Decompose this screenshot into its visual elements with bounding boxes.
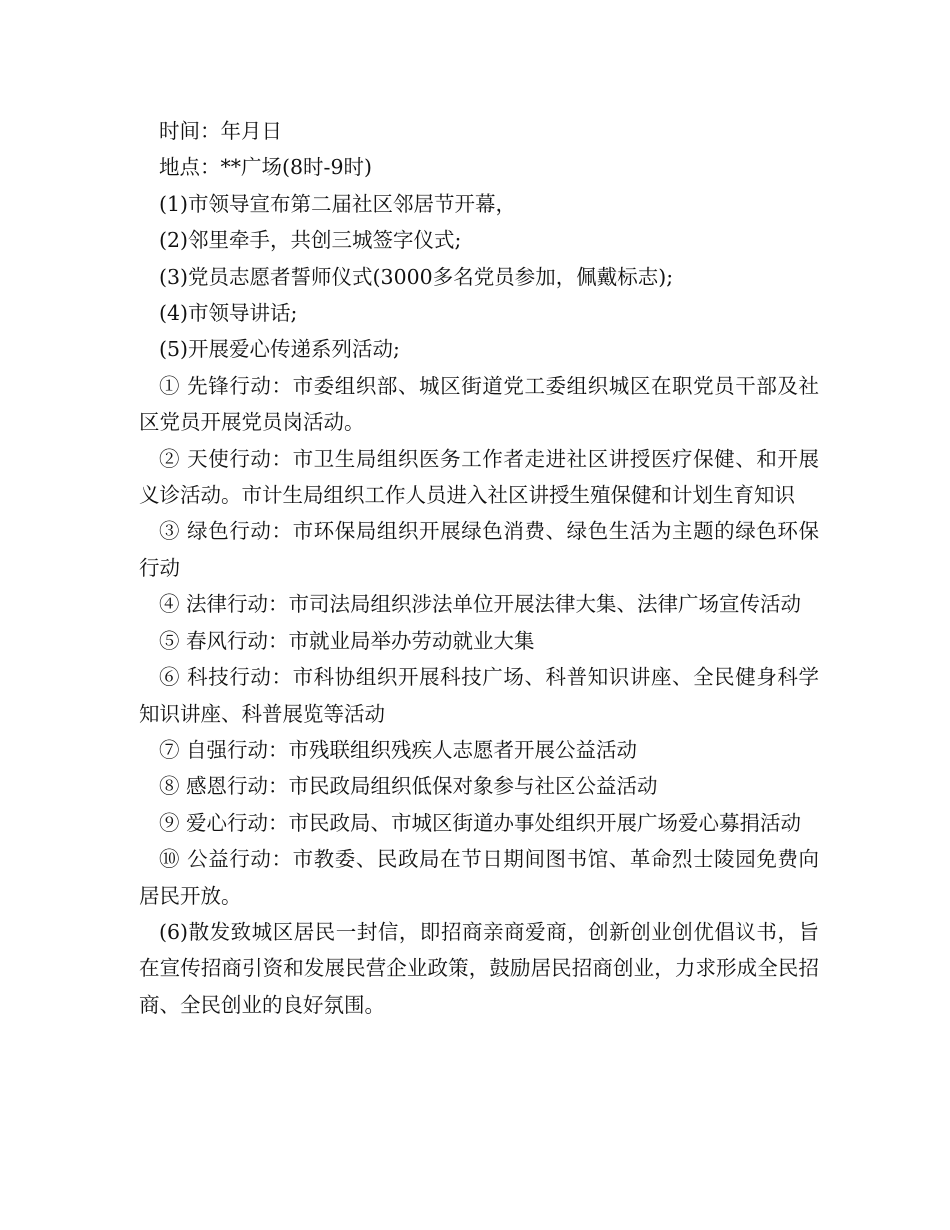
document-body	[139, 113, 819, 1023]
activity-law: ④ 法律行动：市司法局组织涉法单位开展法律大集、法律广场宣传活动	[159, 592, 802, 617]
agenda-item-2: (2)邻里牵手，共创三城签字仪式;	[159, 228, 462, 253]
agenda-item-5: (5)开展爱心传递系列活动;	[159, 337, 400, 362]
agenda-item-1: (1)市领导宣布第二届社区邻居节开幕，	[159, 191, 517, 216]
agenda-item-6: (6)散发致城区居民一封信，即招商亲商爱商，创新创业创优倡议书，旨在宣传招商引资和发展民营企业政策，鼓励居民招商创业，力求形成全民招商、全民创业的良好氛围。	[139, 919, 819, 1017]
activity-public-welfare: ⑩ 公益行动：市教委、民政局在节日期间图书馆、革命烈士陵园免费向居民开放。	[139, 847, 819, 908]
activity-spring-breeze: ⑤ 春风行动：市就业局举办劳动就业大集	[159, 628, 535, 653]
activity-science: ⑥ 科技行动：市科协组织开展科技广场、科普知识讲座、全民健身科学知识讲座、科普展览等活动	[139, 665, 819, 726]
activity-angel: ② 天使行动：市卫生局组织医务工作者走进社区讲授医疗保健、和开展义诊活动。市计生局组织工作人员进入社区讲授生殖保健和计划生育知识	[139, 446, 819, 508]
activity-self-reliance: ⑦ 自强行动：市残联组织残疾人志愿者开展公益活动	[159, 737, 638, 762]
time-line: 时间：年月日	[159, 119, 282, 143]
activity-pioneer: ① 先锋行动：市委组织部、城区街道党工委组织城区在职党员干部及社区党员开展党员岗活动。	[139, 373, 819, 435]
agenda-item-3: (3)党员志愿者誓师仪式(3000多名党员参加，佩戴标志);	[159, 264, 674, 289]
activity-love: ⑨ 爱心行动：市民政局、市城区街道办事处组织开展广场爱心募捐活动	[159, 810, 802, 835]
activity-green: ③ 绿色行动：市环保局组织开展绿色消费、绿色生活为主题的绿色环保行动	[139, 519, 819, 580]
activity-gratitude: ⑧ 感恩行动：市民政局组织低保对象参与社区公益活动	[159, 774, 658, 799]
agenda-item-4: (4)市领导讲话;	[159, 301, 298, 326]
location-line: 地点：**广场(8时-9时)	[159, 155, 373, 180]
